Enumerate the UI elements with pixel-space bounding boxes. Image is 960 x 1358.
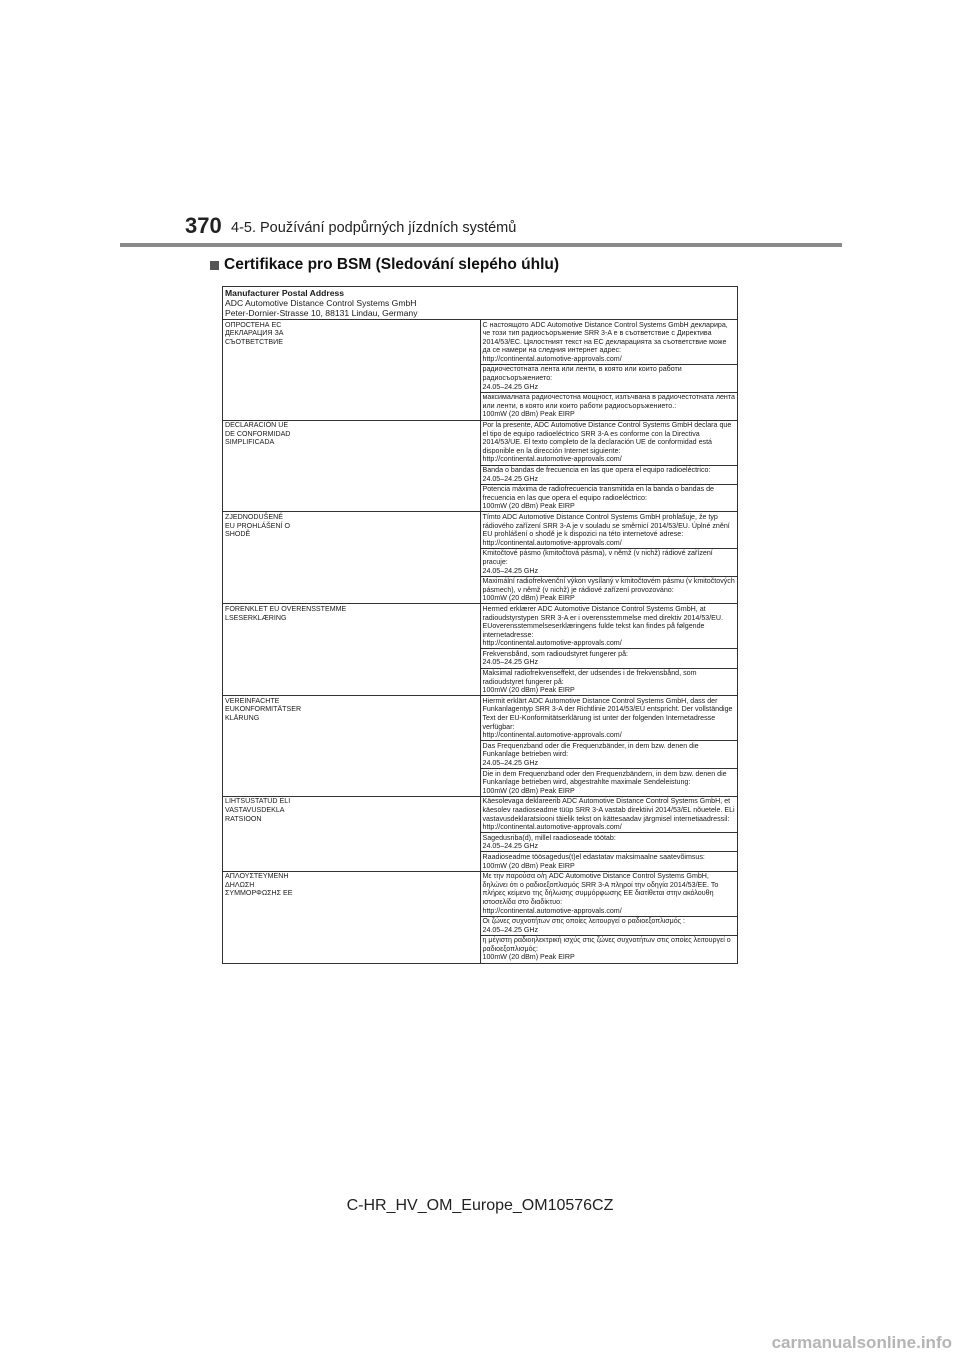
- declaration-url: http://continental.automotive-approvals.com/: [482, 731, 622, 740]
- declaration-url: http://continental.automotive-approvals.com/: [482, 639, 622, 648]
- declaration-row: [223, 512, 737, 604]
- frequency-band: [481, 648, 738, 667]
- footer-doc-id: C-HR_HV_OM_Europe_OM10576CZ: [346, 1197, 614, 1214]
- manufacturer-name: ADC Automotive Distance Control Systems GmbH: [225, 298, 417, 308]
- declaration-text: Por la presente, ADC Automotive Distance Control Systems GmbH declara que el tipo de equipo radioeléctrico SRR 3-A es conforme con la Directiva 2014/53/UE. El texto completo de la declaración UE de conformidad está disponible en la dirección Internet siguiente:: [482, 421, 732, 455]
- frequency-band-value: 24.05–24.25 GHz: [482, 474, 539, 483]
- declaration-text: Hiermit erklärt ADC Automotive Distance Control Systems GmbH, dass der Funkanlagentyp SRR 3-A der Richtlinie 2014/53/EU entspricht. Der vollständige Text der EU-Konformitätserklärung ist unter der folgenden Internetadresse verfügbar:: [482, 696, 733, 731]
- max-power-label: Die in dem Frequenzband oder den Frequenzbändern, in dem bzw. denen die Funkanlage betrieben wird, abgestrahlte maximale Sendeleistung:: [482, 769, 727, 787]
- max-power-value: 100mW (20 dBm) Peak EIRP: [482, 786, 575, 795]
- certification-table-container: [222, 286, 738, 964]
- declaration-statement: [481, 797, 738, 832]
- declaration-row: [223, 696, 737, 797]
- frequency-band-label: Das Frequenzband oder die Frequenzbänder, in dem bzw. denen die Funkanlage betrieben wird:: [482, 741, 699, 759]
- language-declaration-title: FORENKLET EU OVERENSSTEMME LSESERKLÆRING: [223, 604, 480, 696]
- square-bullet-icon: [210, 261, 219, 270]
- declaration-url: http://continental.automotive-approvals.com/: [482, 455, 622, 464]
- frequency-band-label: Frekvensbånd, som radioudstyret fungerer på:: [482, 649, 628, 658]
- frequency-band: [481, 364, 738, 392]
- declaration-row: [223, 420, 737, 512]
- declaration-text: Tímto ADC Automotive Distance Control Systems GmbH prohlašuje, že typ rádiového zařízení SRR 3-A je v souladu se směrnicí 2014/53/EU. Úplné znění EU prohlášení o shodě je k dispozici na této internetové adrese:: [482, 512, 730, 539]
- frequency-band-value: 24.05–24.25 GHz: [482, 759, 539, 767]
- page-number: 370: [185, 213, 222, 238]
- declaration-content: [480, 512, 737, 604]
- language-declaration-title: DECLARACIÓN UE DE CONFORMIDAD SIMPLIFICADA: [223, 420, 480, 512]
- declaration-statement: [481, 696, 738, 740]
- declaration-statement: [481, 421, 738, 465]
- frequency-band-label: радиочестотната лента или ленти, в която или които работи радиосъоръжението:: [482, 365, 682, 383]
- declaration-content: [480, 871, 737, 963]
- max-power-value: 100mW (20 dBm) Peak EIRP: [482, 686, 575, 695]
- frequency-band-label: Οι ζώνες συχνοτήτων στις οποίες λειτουργεί ο ραδιοεξοπλισμός :: [482, 917, 685, 926]
- frequency-band: [481, 740, 738, 768]
- frequency-band: [481, 832, 738, 851]
- max-power-value: 100mW (20 dBm) Peak EIRP: [482, 410, 575, 419]
- frequency-band-label: Banda o bandas de frecuencia en las que opera el equipo radioeléctrico:: [482, 466, 711, 474]
- declaration-content: [480, 604, 737, 696]
- declaration-url: http://continental.automotive-approvals.com/: [482, 354, 622, 363]
- declaration-statement: [481, 604, 738, 648]
- max-power: [481, 768, 738, 796]
- max-power-label: Raadioseadme töösagedus(t)el edastatav maksimaalne saatevõimsus:: [482, 852, 705, 861]
- language-declaration-title: ОПРОСТЕНА ЕС ДЕКЛАРАЦИЯ ЗА СЪОТВЕТСТВИЕ: [223, 320, 480, 421]
- max-power: [481, 484, 738, 512]
- frequency-band: [481, 916, 738, 935]
- frequency-band-value: 24.05–24.25 GHz: [482, 566, 539, 575]
- language-declaration-title: ZJEDNODUŠENÉ EU PROHLÁŠENÍ O SHODĚ: [223, 512, 480, 604]
- manufacturer-row: [223, 287, 737, 320]
- frequency-band-value: 24.05–24.25 GHz: [482, 382, 539, 391]
- frequency-band-label: Kmitočtové pásmo (kmitočtová pásma), v němž (v nichž) rádiové zařízení pracuje:: [482, 549, 713, 566]
- declaration-content: [480, 696, 737, 797]
- language-declaration-title: LIHTSUSTATUD ELI VASTAVUSDEKLA RATSIOON: [223, 796, 480, 871]
- frequency-band: [481, 548, 738, 576]
- max-power-value: 100mW (20 dBm) Peak EIRP: [482, 861, 575, 870]
- section-title: [210, 256, 559, 274]
- language-declaration-title: ΑΠΛΟΥΣΤΕΥΜΕΝΗ ΔΗΛΩΣΗ ΣΥΜΜΟΡΦΩΣΗΣ ΕΕ: [223, 871, 480, 963]
- max-power-label: Maksimal radiofrekvenseffekt, der udsendes i de frekvensbånd, som radioudstyret fungerer på:: [482, 669, 697, 686]
- frequency-band-value: 24.05–24.25 GHz: [482, 658, 539, 667]
- watermark: carmanualsonline.info: [771, 1333, 952, 1352]
- max-power-label: максималната радиочестотна мощност, излъчвана в радиочестотната лента или ленти, в която или които работи радиосъоръжението.:: [482, 393, 735, 410]
- language-declaration-title: VEREINFACHTE EUKONFORMITÄTSER KLÄRUNG: [223, 696, 480, 797]
- max-power: [481, 576, 738, 604]
- max-power-label: η μέγιστη ραδιοηλεκτρική ισχύς στις ζώνες συχνοτήτων στις οποίες λειτουργεί ο ραδιοεξοπλισμός:: [482, 936, 731, 953]
- declaration-row: [223, 604, 737, 696]
- max-power: [481, 935, 738, 963]
- max-power-label: Potencia máxima de radiofrecuencia transmitida en la banda o bandas de frecuencia en las que opera el equipo radioeléctrico:: [482, 485, 714, 502]
- max-power: [481, 668, 738, 696]
- frequency-band-value: 24.05–24.25 GHz: [482, 842, 539, 851]
- manufacturer-title: Manufacturer Postal Address: [225, 288, 345, 298]
- chapter-title: 4-5. Používání podpůrných jízdních systémů: [231, 220, 517, 236]
- certification-table: [223, 286, 737, 964]
- frequency-band-value: 24.05–24.25 GHz: [482, 925, 539, 934]
- declaration-text: Hermed erklærer ADC Automotive Distance Control Systems GmbH, at radioudstyrstypen SRR 3-A er i overensstemmelse med direktiv 2014/53/EU. EUoverensstemmelseserklæringens fulde tekst kan findes på følgende internetadresse:: [482, 604, 724, 639]
- manufacturer-cell: [223, 287, 737, 320]
- manufacturer-address: Peter-Dornier-Strasse 10, 88131 Lindau, Germany: [225, 308, 418, 318]
- declaration-text: Käesolevaga deklareerib ADC Automotive Distance Control Systems GmbH, et käesolev raadioseadme tüüp SRR 3-A vastab direktiivi 2014/53/EL nõuetele. ELi vastavusdeklaratsiooni täielik tekst on kättesaadav järgmisel internetiaadressil:: [482, 797, 735, 823]
- declaration-content: [480, 420, 737, 512]
- declaration-url: http://continental.automotive-approvals.com/: [482, 906, 622, 915]
- declaration-content: [480, 796, 737, 871]
- declaration-statement: [481, 320, 738, 364]
- max-power-value: 100mW (20 dBm) Peak EIRP: [482, 594, 575, 603]
- max-power: [481, 392, 738, 420]
- max-power-label: Maximální radiofrekvenční výkon vysílaný v kmitočtovém pásmu (v kmitočtových pásmech), v němž (v nichž) je rádiové zařízení provozováno:: [482, 577, 735, 594]
- declaration-statement: [481, 512, 738, 547]
- header-rule: [120, 243, 842, 247]
- max-power-value: 100mW (20 dBm) Peak EIRP: [482, 502, 575, 511]
- frequency-band: [481, 465, 738, 484]
- max-power-value: 100mW (20 dBm) Peak EIRP: [482, 953, 575, 962]
- declaration-text: С настоящото ADC Automotive Distance Control Systems GmbH декларира, че този тип радиосъоръжение SRR 3-A е в съответствие с Директива 2014/53/ЕС. Цялостният текст на ЕС декларацията за съответствие може да се намери на следния интернет адрес:: [482, 320, 728, 355]
- frequency-band-label: Sagedusriba(d), millel raadioseade töötab:: [482, 833, 616, 842]
- declaration-url: http://continental.automotive-approvals.com/: [482, 823, 622, 832]
- declaration-row: [223, 796, 737, 871]
- declaration-url: http://continental.automotive-approvals.com/: [482, 538, 622, 547]
- max-power: [481, 851, 738, 870]
- declaration-text: Με την παρούσα ο/η ADC Automotive Distance Control Systems GmbH, δηλώνει ότι ο ραδιοεξοπλισμός SRR 3-A πληροί την οδηγία 2014/53/ΕΕ. Το πλήρες κείμενο της δήλωσης συμμόρφωσης ΕΕ διατίθεται στην ακόλουθη ιστοσελίδα στο διαδίκτυο:: [482, 872, 719, 906]
- declaration-statement: [481, 872, 738, 916]
- section-title-text: Certifikace pro BSM (Sledování slepého úhlu): [224, 256, 560, 273]
- declaration-row: [223, 320, 737, 421]
- declaration-row: [223, 871, 737, 963]
- declaration-content: [480, 320, 737, 421]
